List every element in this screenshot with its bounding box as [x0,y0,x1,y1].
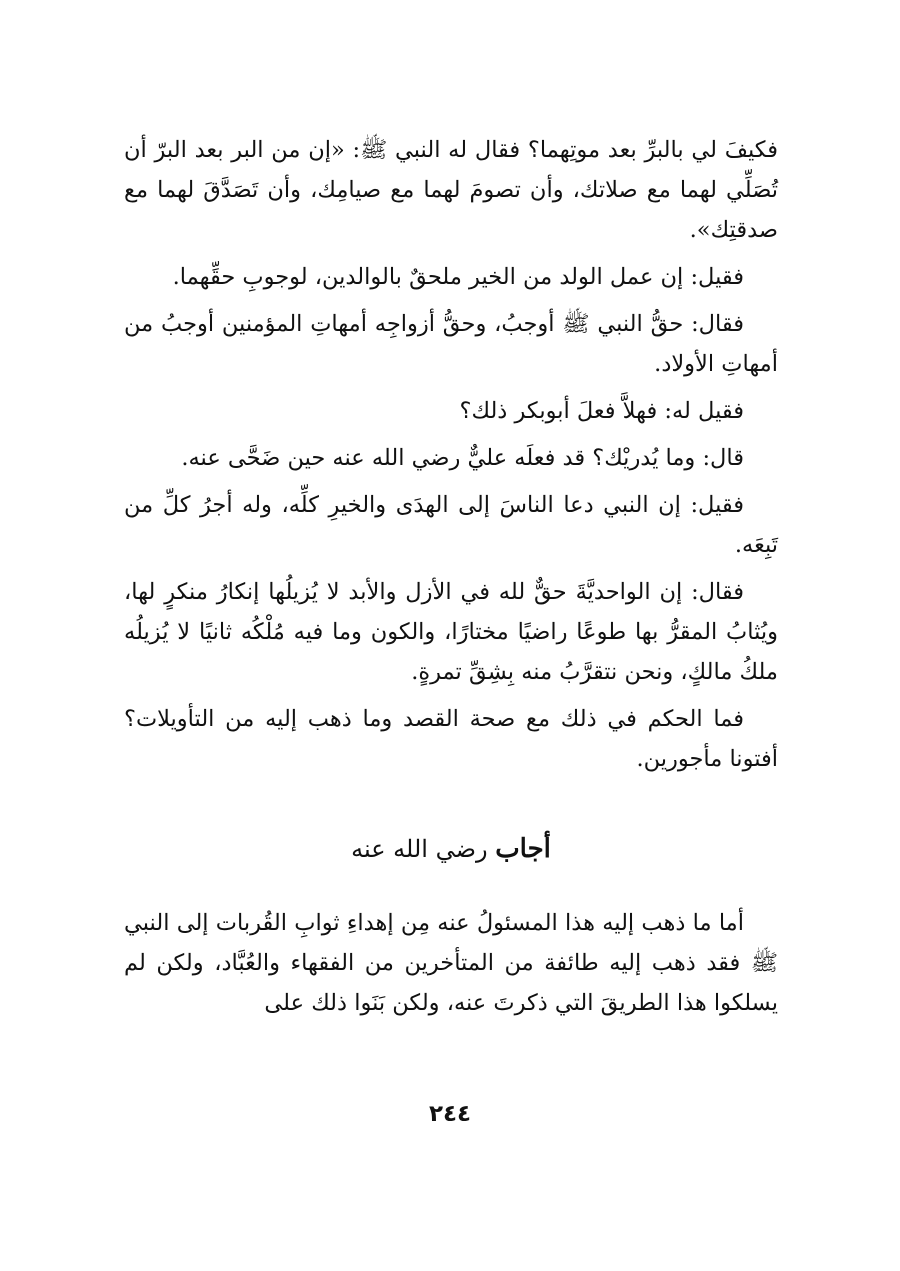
question-paragraph-8: فما الحكم في ذلك مع صحة القصد وما ذهب إليه من التأويلات؟ أفتونا مأجورين. [124,706,778,772]
answer-heading [124,829,778,869]
page-body [124,130,778,1030]
question-paragraph-7: فقال: إن الواحديَّةَ حقٌّ لله في الأزل والأبد لا يُزيلُها إنكارُ منكرٍ لها، ويُثابُ المقرُّ بها طوعًا راضيًا مختارًا، والكون وما فيه مُلْكُه ثانيًا لا يُزيلُه ملكُ مالكٍ، ونحن نتقرَّبُ منه بِشِقِّ تمرةٍ. [124,579,778,685]
question-paragraph-3: فقال: حقُّ النبي ﷺ أوجبُ، وحقُّ أزواجِه أمهاتِ المؤمنين أوجبُ من أمهاتِ الأولاد. [124,311,778,377]
answer-heading-strong: أجاب [495,834,551,864]
answer-paragraph: أما ما ذهب إليه هذا المسئولُ عنه مِن إهداءِ ثوابِ القُربات إلى النبي ﷺ فقد ذهب إليه طائفة من المتأخرين من الفقهاء والعُبَّاد، ولكن لم يسلكوا هذا الطريقَ التي ذكرتَ عنه، ولكن بَنَوا ذلك على [124,910,778,1016]
page-number: ٢٤٤ [428,1101,472,1127]
question-paragraph-2: فقيل: إن عمل الولد من الخير ملحقٌ بالوالدين، لوجوبِ حقِّهما. [172,264,744,290]
answer-heading-rest: رضي الله عنه [351,835,488,863]
question-paragraph-4: فقيل له: فهلاَّ فعلَ أبوبكر ذلك؟ [459,398,744,424]
question-paragraph-1: فكيفَ لي بالبرِّ بعد موتِهما؟ فقال له النبي ﷺ: «إن من البر بعد البرّ أن تُصَلِّي لهما مع صلاتك، وأن تصومَ لهما مع صيامِك، وأن تَصَدَّقَ لهما مع صدقتِك». [124,137,778,243]
question-paragraph-6: فقيل: إن النبي دعا الناسَ إلى الهدَى والخيرِ كلِّه، وله أجرُ كلِّ من تَبِعَه. [124,492,778,558]
question-paragraph-5: قال: وما يُدريْك؟ قد فعلَه عليٌّ رضي الله عنه حين ضَحَّى عنه. [181,445,744,471]
